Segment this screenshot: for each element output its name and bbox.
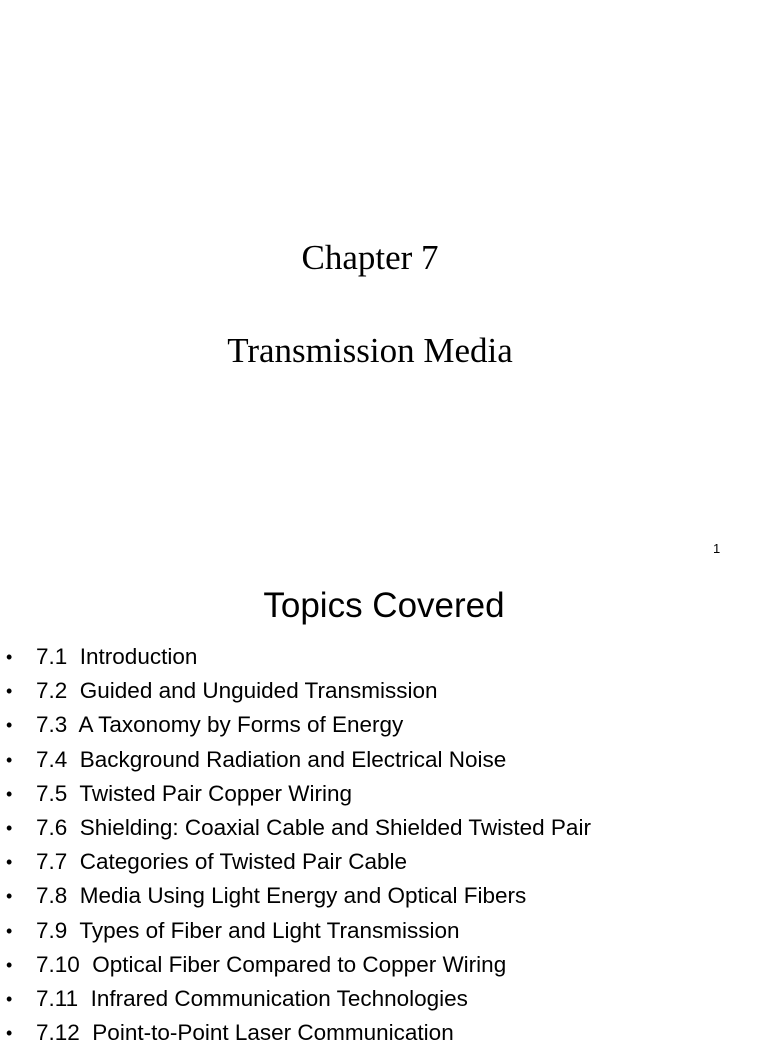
topic-text: 7.1 Introduction (36, 644, 198, 669)
topic-item (0, 640, 768, 674)
topic-item (0, 743, 768, 777)
bullet-icon: • (6, 783, 13, 804)
topic-text: 7.4 Background Radiation and Electrical Noise (36, 746, 507, 772)
topic-text: 7.10 Optical Fiber Compared to Copper Wiring (36, 951, 507, 977)
topic-item (0, 982, 768, 1016)
chapter-title: Transmission Media (227, 331, 513, 370)
topic-text: 7.12 Point-to-Point Laser Communication (36, 1020, 454, 1046)
topic-text: 7.11 Infrared Communication Technologies (36, 985, 468, 1011)
topic-text: 7.7 Categories of Twisted Pair Cable (36, 849, 408, 875)
topic-item (0, 914, 768, 948)
topics-heading: Topics Covered (263, 586, 505, 625)
topic-item (0, 708, 768, 742)
topic-item (0, 879, 768, 913)
topic-item (0, 777, 768, 811)
topic-text: 7.5 Twisted Pair Copper Wiring (36, 780, 352, 806)
bullet-icon: • (6, 647, 13, 667)
bullet-icon: • (6, 920, 13, 941)
page-number: 1 (713, 541, 721, 556)
bullet-icon: • (6, 749, 13, 770)
topics-slide (0, 576, 768, 1046)
topic-item (0, 1016, 768, 1050)
topic-item (0, 948, 768, 982)
bullet-icon: • (6, 817, 13, 838)
topic-item (0, 674, 768, 708)
topic-text: 7.2 Guided and Unguided Transmission (36, 678, 438, 704)
topic-text: 7.8 Media Using Light Energy and Optical Fibers (36, 883, 527, 909)
bullet-icon: • (6, 852, 13, 873)
bullet-icon: • (6, 954, 13, 975)
bullet-icon: • (6, 1023, 13, 1044)
topic-text: 7.9 Types of Fiber and Light Transmission (36, 917, 460, 943)
bullet-icon: • (6, 988, 13, 1009)
topic-item (0, 845, 768, 879)
topic-text: 7.3 A Taxonomy by Forms of Energy (36, 712, 404, 738)
bullet-icon: • (6, 886, 13, 907)
chapter-heading: Chapter 7 (301, 238, 439, 277)
topic-text: 7.6 Shielding: Coaxial Cable and Shielded Twisted Pair (36, 814, 591, 840)
topic-item (0, 811, 768, 845)
bullet-icon: • (6, 715, 13, 736)
bullet-icon: • (6, 681, 13, 702)
topics-list (0, 640, 768, 1050)
